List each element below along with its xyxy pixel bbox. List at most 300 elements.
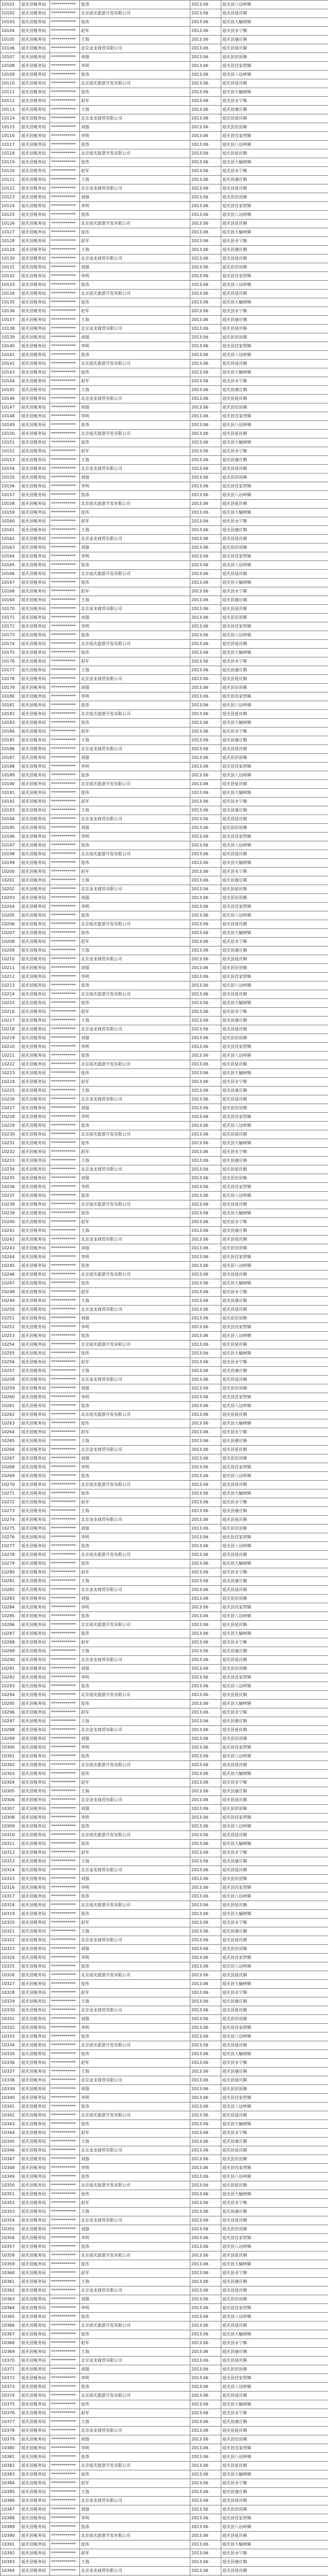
table-cell-address: 延庆县延庆镇 [221, 430, 328, 438]
table-cell-name: 赵军 [80, 938, 190, 946]
table-cell-name: 刘强 [80, 473, 190, 482]
table-cell-type: 延庆县税务局 [20, 228, 50, 237]
table-cell-taxpayer-id: ************ [50, 1962, 80, 1971]
table-cell-name: 王海 [80, 596, 190, 605]
table-cell-taxpayer-id: ************ [50, 2146, 80, 2155]
table-cell-address: 延庆县旧县镇 [221, 1244, 328, 1253]
table-cell-date: 2013.06 [190, 2216, 221, 2225]
table-cell-type: 延庆县税务局 [20, 1218, 50, 1227]
table-cell-address: 延庆县大榆树镇 [221, 789, 328, 798]
table-cell-address: 延庆县康庄镇 [221, 736, 328, 745]
table-cell-type: 延庆县税务局 [20, 53, 50, 62]
table-cell-index: 10330 [1, 2006, 20, 2015]
table-cell-type: 延庆县税务局 [20, 325, 50, 333]
table-cell-taxpayer-id: ************ [50, 88, 80, 97]
table-cell-address: 延庆县延庆镇 [221, 710, 328, 719]
table-cell-address: 延庆县旧县镇 [221, 894, 328, 903]
table-row [1, 1498, 328, 1507]
table-cell-taxpayer-id: ************ [50, 1726, 80, 1735]
table-cell-date: 2013.06 [190, 929, 221, 938]
table-cell-date: 2013.06 [190, 1358, 221, 1367]
table-cell-taxpayer-id: ************ [50, 2243, 80, 2251]
table-cell-name: 李明 [80, 1814, 190, 1822]
table-cell-name: 李明 [80, 2024, 190, 2032]
table-row [1, 1997, 328, 2006]
table-cell-address: 延庆县大榆树镇 [221, 1209, 328, 1218]
table-cell-name: 北京延庆旅游开发有限公司 [80, 2251, 190, 2260]
table-cell-address: 延庆县延庆镇 [221, 2392, 328, 2400]
table-cell-index: 10297 [1, 1717, 20, 1726]
table-cell-name: 北京延庆旅游开发有限公司 [80, 9, 190, 18]
table-row [1, 79, 328, 88]
table-cell-date: 2013.06 [190, 657, 221, 666]
table-cell-name: 李明 [80, 342, 190, 351]
table-cell-index: 10174 [1, 640, 20, 649]
table-cell-type: 延庆县税务局 [20, 1130, 50, 1139]
table-row [1, 1279, 328, 1288]
table-cell-taxpayer-id: ************ [50, 1367, 80, 1376]
table-row [1, 1200, 328, 1209]
table-cell-name: 北京金龙商贸有限公司 [80, 2286, 190, 2295]
table-cell-type: 延庆县税务局 [20, 762, 50, 771]
table-cell-type: 延庆县税务局 [20, 1472, 50, 1481]
table-row [1, 88, 328, 97]
table-cell-address: 延庆县康庄镇 [221, 946, 328, 955]
table-cell-address: 延庆县康庄镇 [221, 1157, 328, 1165]
table-cell-address: 延庆县沈家营镇 [221, 1323, 328, 1332]
table-cell-address: 延庆县延庆镇 [221, 79, 328, 88]
table-cell-name: 刘强 [80, 614, 190, 622]
table-cell-date: 2013.06 [190, 1840, 221, 1849]
table-cell-index: 10154 [1, 465, 20, 473]
table-cell-type: 延庆县税务局 [20, 1735, 50, 1743]
table-cell-type: 延庆县税务局 [20, 1507, 50, 1516]
table-cell-name: 北京延庆旅游开发有限公司 [80, 1691, 190, 1700]
table-cell-name: 李明 [80, 1884, 190, 1892]
table-cell-index: 10305 [1, 1787, 20, 1796]
table-row [1, 2269, 328, 2278]
table-cell-taxpayer-id: ************ [50, 1437, 80, 1446]
table-cell-address: 延庆县大榆树镇 [221, 18, 328, 27]
table-cell-taxpayer-id: ************ [50, 1306, 80, 1314]
table-cell-date: 2013.06 [190, 1104, 221, 1113]
table-cell-name: 张伟 [80, 1069, 190, 1078]
table-cell-type: 延庆县税务局 [20, 2208, 50, 2216]
table-cell-date: 2013.06 [190, 745, 221, 754]
table-cell-taxpayer-id: ************ [50, 1349, 80, 1358]
table-cell-date: 2013.06 [190, 587, 221, 596]
table-cell-name: 北京延庆旅游开发有限公司 [80, 1130, 190, 1139]
table-cell-index: 10194 [1, 815, 20, 824]
table-cell-type: 延庆县税务局 [20, 1139, 50, 1148]
table-cell-type: 延庆县税务局 [20, 2453, 50, 2462]
table-cell-date: 2013.06 [190, 649, 221, 657]
table-cell-index: 10357 [1, 2243, 20, 2251]
table-cell-address: 延庆县旧县镇 [221, 1454, 328, 1463]
table-cell-taxpayer-id: ************ [50, 509, 80, 517]
table-cell-date: 2013.06 [190, 1954, 221, 1962]
table-cell-date: 2013.06 [190, 1621, 221, 1630]
table-cell-date: 2013.06 [190, 1016, 221, 1025]
table-cell-name: 张伟 [80, 649, 190, 657]
table-cell-taxpayer-id: ************ [50, 1673, 80, 1682]
table-cell-date: 2013.06 [190, 2313, 221, 2321]
table-cell-date: 2013.06 [190, 1743, 221, 1752]
table-row [1, 430, 328, 438]
table-row [1, 526, 328, 535]
table-row [1, 9, 328, 18]
table-cell-index: 10278 [1, 1551, 20, 1560]
table-row [1, 351, 328, 360]
table-cell-date: 2013.06 [190, 1349, 221, 1358]
table-cell-date: 2013.06 [190, 1700, 221, 1708]
table-cell-index: 10377 [1, 2418, 20, 2427]
table-cell-type: 延庆县税务局 [20, 771, 50, 780]
table-row [1, 1735, 328, 1743]
table-cell-date: 2013.06 [190, 1586, 221, 1595]
table-cell-address: 延庆县旧县镇 [221, 824, 328, 833]
table-row [1, 841, 328, 850]
table-row [1, 1095, 328, 1104]
table-cell-type: 延庆县税务局 [20, 88, 50, 97]
table-cell-address: 延庆县延庆镇 [221, 465, 328, 473]
table-cell-name: 北京金龙商贸有限公司 [80, 184, 190, 193]
table-cell-index: 10104 [1, 27, 20, 36]
table-cell-index: 10339 [1, 2085, 20, 2094]
table-cell-name: 李明 [80, 833, 190, 841]
table-cell-type: 延庆县税务局 [20, 1498, 50, 1507]
table-cell-type: 延庆县税务局 [20, 158, 50, 167]
table-cell-date: 2013.06 [190, 894, 221, 903]
table-row [1, 316, 328, 325]
table-cell-address: 延庆县延庆镇 [221, 2497, 328, 2505]
table-cell-type: 延庆县税务局 [20, 2094, 50, 2103]
table-cell-index: 10351 [1, 2190, 20, 2199]
table-row [1, 1060, 328, 1069]
table-cell-name: 北京金龙商贸有限公司 [80, 2006, 190, 2015]
table-cell-type: 延庆县税务局 [20, 281, 50, 290]
table-cell-address: 延庆县延庆镇 [221, 2146, 328, 2155]
table-cell-type: 延庆县税务局 [20, 868, 50, 876]
table-cell-name: 王海 [80, 1297, 190, 1306]
table-cell-taxpayer-id: ************ [50, 2567, 80, 2575]
table-cell-name: 李明 [80, 2304, 190, 2313]
table-cell-taxpayer-id: ************ [50, 754, 80, 762]
table-cell-name: 北京延庆旅游开发有限公司 [80, 149, 190, 158]
table-cell-date: 2013.06 [190, 2321, 221, 2330]
table-cell-name: 王海 [80, 806, 190, 815]
table-cell-name: 北京延庆旅游开发有限公司 [80, 360, 190, 368]
table-cell-date: 2013.06 [190, 202, 221, 211]
table-cell-address: 延庆县永宁镇 [221, 1078, 328, 1087]
table-cell-address: 延庆县延庆镇 [221, 990, 328, 999]
table-cell-taxpayer-id: ************ [50, 640, 80, 649]
table-cell-type: 延庆县税务局 [20, 2497, 50, 2505]
table-cell-address: 延庆县八达岭镇 [221, 981, 328, 990]
table-cell-date: 2013.06 [190, 1025, 221, 1034]
table-cell-index: 10124 [1, 202, 20, 211]
table-cell-date: 2013.06 [190, 1875, 221, 1884]
table-cell-index: 10296 [1, 1708, 20, 1717]
table-cell-taxpayer-id: ************ [50, 1638, 80, 1647]
table-cell-name: 王海 [80, 2208, 190, 2216]
table-row [1, 2295, 328, 2304]
table-cell-index: 10204 [1, 903, 20, 911]
table-cell-address: 延庆县旧县镇 [221, 2155, 328, 2164]
table-cell-address: 延庆县沈家营镇 [221, 1954, 328, 1962]
table-cell-address: 延庆县旧县镇 [221, 2085, 328, 2094]
table-cell-index: 10309 [1, 1822, 20, 1831]
table-cell-type: 延庆县税务局 [20, 526, 50, 535]
table-cell-index: 10123 [1, 193, 20, 202]
table-row [1, 2549, 328, 2558]
table-row [1, 2032, 328, 2041]
table-cell-index: 10317 [1, 1892, 20, 1901]
table-cell-address: 延庆县永宁镇 [221, 1989, 328, 1997]
table-cell-taxpayer-id: ************ [50, 1297, 80, 1306]
table-cell-type: 延庆县税务局 [20, 2103, 50, 2111]
table-row [1, 2470, 328, 2479]
table-cell-name: 张伟 [80, 1770, 190, 1778]
table-cell-name: 张涛 [80, 1892, 190, 1901]
table-cell-name: 张伟 [80, 1560, 190, 1568]
table-cell-address: 延庆县八达岭镇 [221, 1332, 328, 1341]
table-cell-taxpayer-id: ************ [50, 1796, 80, 1805]
table-cell-type: 延庆县税务局 [20, 1700, 50, 1708]
table-cell-name: 李明 [80, 132, 190, 141]
table-cell-name: 北京延庆旅游开发有限公司 [80, 2111, 190, 2120]
table-cell-taxpayer-id: ************ [50, 990, 80, 999]
table-cell-taxpayer-id: ************ [50, 1542, 80, 1551]
table-cell-date: 2013.06 [190, 824, 221, 833]
table-cell-index: 10340 [1, 2094, 20, 2103]
table-cell-address: 延庆县八达岭镇 [221, 2243, 328, 2251]
table-cell-name: 北京延庆旅游开发有限公司 [80, 2321, 190, 2330]
table-cell-date: 2013.06 [190, 1708, 221, 1717]
table-row [1, 868, 328, 876]
table-cell-address: 延庆县延庆镇 [221, 1341, 328, 1349]
table-cell-index: 10388 [1, 2514, 20, 2523]
table-cell-address: 延庆县永宁镇 [221, 1358, 328, 1367]
table-cell-taxpayer-id: ************ [50, 430, 80, 438]
table-row [1, 465, 328, 473]
table-cell-date: 2013.06 [190, 2041, 221, 2050]
table-cell-name: 赵军 [80, 167, 190, 176]
table-cell-date: 2013.06 [190, 903, 221, 911]
table-cell-name: 赵军 [80, 97, 190, 106]
table-cell-type: 延庆县税务局 [20, 167, 50, 176]
table-cell-taxpayer-id: ************ [50, 736, 80, 745]
table-cell-index: 10231 [1, 1139, 20, 1148]
table-row [1, 2348, 328, 2357]
table-cell-index: 10255 [1, 1349, 20, 1358]
table-cell-address: 延庆县永宁镇 [221, 2409, 328, 2418]
table-cell-taxpayer-id: ************ [50, 1069, 80, 1078]
table-cell-name: 王海 [80, 1437, 190, 1446]
table-cell-name: 北京延庆旅游开发有限公司 [80, 2041, 190, 2050]
table-cell-taxpayer-id: ************ [50, 1901, 80, 1910]
table-cell-date: 2013.06 [190, 2383, 221, 2392]
table-cell-date: 2013.06 [190, 482, 221, 491]
table-cell-taxpayer-id: ************ [50, 850, 80, 859]
table-cell-type: 延庆县税务局 [20, 701, 50, 710]
table-cell-type: 延庆县税务局 [20, 1533, 50, 1542]
table-cell-date: 2013.06 [190, 2392, 221, 2400]
table-cell-date: 2013.06 [190, 1367, 221, 1376]
table-cell-index: 10163 [1, 544, 20, 552]
table-row [1, 167, 328, 176]
table-cell-type: 延庆县税务局 [20, 1647, 50, 1656]
table-cell-name: 李明 [80, 62, 190, 71]
table-cell-index: 10223 [1, 1069, 20, 1078]
table-cell-index: 10387 [1, 2505, 20, 2514]
table-cell-taxpayer-id: ************ [50, 2050, 80, 2059]
table-cell-date: 2013.06 [190, 1691, 221, 1700]
table-cell-taxpayer-id: ************ [50, 272, 80, 281]
table-cell-name: 李明 [80, 2514, 190, 2523]
table-cell-index: 10375 [1, 2400, 20, 2409]
table-cell-name: 刘强 [80, 544, 190, 552]
table-cell-address: 延庆县永宁镇 [221, 1778, 328, 1787]
table-cell-date: 2013.06 [190, 2304, 221, 2313]
table-cell-taxpayer-id: ************ [50, 2418, 80, 2427]
table-cell-name: 刘强 [80, 1104, 190, 1113]
table-cell-name: 赵军 [80, 2339, 190, 2348]
table-row [1, 307, 328, 316]
table-row [1, 1814, 328, 1822]
table-row [1, 18, 328, 27]
table-cell-address: 延庆县延庆镇 [221, 149, 328, 158]
table-cell-name: 北京延庆旅游开发有限公司 [80, 1621, 190, 1630]
table-cell-address: 延庆县沈家营镇 [221, 1533, 328, 1542]
table-cell-type: 延庆县税务局 [20, 859, 50, 868]
table-cell-index: 10238 [1, 1200, 20, 1209]
table-cell-address: 延庆县康庄镇 [221, 1787, 328, 1796]
table-cell-type: 延庆县税务局 [20, 2400, 50, 2409]
table-cell-date: 2013.06 [190, 1551, 221, 1560]
table-cell-taxpayer-id: ************ [50, 167, 80, 176]
table-cell-address: 延庆县延庆镇 [221, 2462, 328, 2470]
table-cell-index: 10155 [1, 473, 20, 482]
table-cell-taxpayer-id: ************ [50, 552, 80, 561]
table-cell-taxpayer-id: ************ [50, 824, 80, 833]
table-cell-type: 延庆县税务局 [20, 1997, 50, 2006]
table-cell-index: 10112 [1, 97, 20, 106]
table-cell-type: 延庆县税务局 [20, 509, 50, 517]
table-cell-taxpayer-id: ************ [50, 2435, 80, 2444]
table-cell-date: 2013.06 [190, 79, 221, 88]
table-cell-type: 延庆县税务局 [20, 1840, 50, 1849]
table-cell-type: 延庆县税务局 [20, 938, 50, 946]
table-row [1, 377, 328, 386]
table-cell-type: 延庆县税务局 [20, 1008, 50, 1016]
table-cell-name: 张涛 [80, 491, 190, 500]
table-cell-address: 延庆县康庄镇 [221, 596, 328, 605]
table-cell-address: 延庆县旧县镇 [221, 2505, 328, 2514]
table-cell-date: 2013.06 [190, 1787, 221, 1796]
table-cell-taxpayer-id: ************ [50, 1516, 80, 1524]
table-cell-taxpayer-id: ************ [50, 1428, 80, 1437]
table-cell-name: 北京延庆旅游开发有限公司 [80, 2392, 190, 2400]
table-cell-type: 延庆县税务局 [20, 614, 50, 622]
table-cell-type: 延庆县税务局 [20, 2295, 50, 2304]
table-cell-taxpayer-id: ************ [50, 219, 80, 228]
table-cell-index: 10136 [1, 307, 20, 316]
table-cell-address: 延庆县延庆镇 [221, 2111, 328, 2120]
table-cell-type: 延庆县税务局 [20, 535, 50, 544]
table-cell-name: 张伟 [80, 1980, 190, 1989]
table-cell-date: 2013.06 [190, 2558, 221, 2567]
table-cell-taxpayer-id: ************ [50, 1568, 80, 1577]
table-cell-address: 延庆县旧县镇 [221, 473, 328, 482]
table-cell-address: 延庆县康庄镇 [221, 2418, 328, 2427]
table-cell-name: 张涛 [80, 2453, 190, 2462]
table-cell-taxpayer-id: ************ [50, 2164, 80, 2173]
table-cell-index: 10353 [1, 2208, 20, 2216]
table-cell-name: 北京金龙商贸有限公司 [80, 255, 190, 263]
table-cell-name: 北京延庆旅游开发有限公司 [80, 920, 190, 929]
table-cell-address: 延庆县延庆镇 [221, 2006, 328, 2015]
table-cell-type: 延庆县税务局 [20, 2225, 50, 2234]
table-cell-date: 2013.06 [190, 246, 221, 255]
table-cell-type: 延庆县税务局 [20, 1796, 50, 1805]
table-cell-address: 延庆县延庆镇 [221, 1901, 328, 1910]
table-cell-name: 张涛 [80, 2383, 190, 2392]
table-cell-name: 北京金龙商贸有限公司 [80, 1586, 190, 1595]
table-row [1, 1682, 328, 1691]
table-row [1, 500, 328, 509]
table-cell-name: 北京金龙商贸有限公司 [80, 675, 190, 684]
table-cell-date: 2013.06 [190, 377, 221, 386]
table-cell-index: 10282 [1, 1586, 20, 1595]
table-row [1, 2208, 328, 2216]
table-row [1, 360, 328, 368]
table-cell-address: 延庆县旧县镇 [221, 193, 328, 202]
table-cell-index: 10307 [1, 1805, 20, 1814]
table-row [1, 325, 328, 333]
table-cell-index: 10145 [1, 386, 20, 395]
table-cell-taxpayer-id: ************ [50, 2339, 80, 2348]
table-cell-name: 张涛 [80, 1, 190, 9]
table-cell-name: 王海 [80, 2138, 190, 2146]
table-cell-index: 10149 [1, 421, 20, 430]
table-cell-date: 2013.06 [190, 1997, 221, 2006]
table-cell-address: 延庆县八达岭镇 [221, 1122, 328, 1130]
table-cell-address: 延庆县八达岭镇 [221, 491, 328, 500]
table-cell-taxpayer-id: ************ [50, 929, 80, 938]
table-cell-taxpayer-id: ************ [50, 211, 80, 219]
table-cell-type: 延庆县税务局 [20, 491, 50, 500]
table-cell-name: 刘强 [80, 1174, 190, 1183]
table-row [1, 1332, 328, 1341]
table-row [1, 1016, 328, 1025]
table-cell-date: 2013.06 [190, 1971, 221, 1980]
table-cell-index: 10267 [1, 1454, 20, 1463]
table-cell-address: 延庆县延庆镇 [221, 2532, 328, 2540]
table-cell-address: 延庆县沈家营镇 [221, 1603, 328, 1612]
table-cell-date: 2013.06 [190, 2164, 221, 2173]
table-cell-address: 延庆县沈家营镇 [221, 342, 328, 351]
table-cell-address: 延庆县永宁镇 [221, 377, 328, 386]
table-cell-index: 10177 [1, 666, 20, 675]
table-cell-type: 延庆县税务局 [20, 955, 50, 964]
table-cell-type: 延庆县税务局 [20, 1665, 50, 1673]
table-cell-index: 10289 [1, 1647, 20, 1656]
table-cell-address: 延庆县旧县镇 [221, 2295, 328, 2304]
table-cell-index: 10221 [1, 1052, 20, 1060]
table-cell-date: 2013.06 [190, 666, 221, 675]
table-cell-address: 延庆县永宁镇 [221, 1218, 328, 1227]
